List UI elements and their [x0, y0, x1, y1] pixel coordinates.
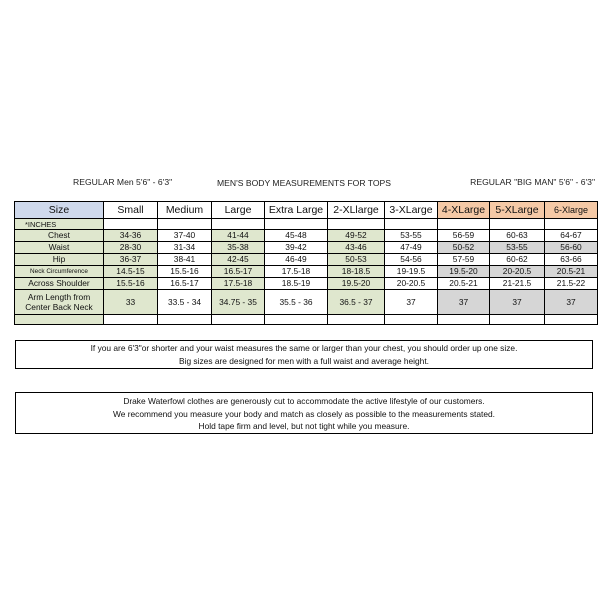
table-cell: 37 [490, 290, 545, 315]
table-cell: 36.5 - 37 [328, 290, 385, 315]
column-header: Medium [158, 202, 212, 219]
units-label: *INCHES [15, 219, 104, 230]
table-cell: 14.5-15 [104, 266, 158, 278]
table-cell: 20.5-21 [545, 266, 598, 278]
table-cell: 56-59 [438, 230, 490, 242]
table-cell: 45-48 [265, 230, 328, 242]
row-label: Chest [15, 230, 104, 242]
table-row [15, 266, 598, 278]
table-cell: 43-46 [328, 242, 385, 254]
table-cell: 20-20.5 [490, 266, 545, 278]
table-cell: 18-18.5 [328, 266, 385, 278]
table-row [15, 290, 598, 315]
table-cell: 36-37 [104, 254, 158, 266]
table-cell: 17.5-18 [265, 266, 328, 278]
table-cell: 46-49 [265, 254, 328, 266]
note-line: We recommend you measure your body and match as closely as possible to the measurements stated. [112, 408, 496, 419]
table-cell: 35-38 [212, 242, 265, 254]
fit-info-box [15, 392, 593, 434]
table-cell: 16.5-17 [158, 278, 212, 290]
table-cell: 49-52 [328, 230, 385, 242]
table-cell: 54-56 [385, 254, 438, 266]
row-label: Arm Length from Center Back Neck [15, 290, 104, 315]
table-cell: 21.5-22 [545, 278, 598, 290]
note-line: Drake Waterfowl clothes are generously cut to accommodate the active lifestyle of our customers. [123, 396, 485, 406]
column-header-big: 5-XLarge [490, 202, 545, 219]
table-cell: 47-49 [385, 242, 438, 254]
note-line: Hold tape firm and level, but not tight while you measure. [198, 421, 410, 431]
table-cell: 50-53 [328, 254, 385, 266]
row-label: Across Shoulder [15, 278, 104, 290]
table-cell: 35.5 - 36 [265, 290, 328, 315]
table-cell: 34-36 [104, 230, 158, 242]
table-cell: 21-21.5 [490, 278, 545, 290]
table-cell: 33 [104, 290, 158, 315]
table-row [15, 242, 598, 254]
table-cell: 15.5-16 [158, 266, 212, 278]
table-cell: 20.5-21 [438, 278, 490, 290]
column-header-size: Size [15, 202, 104, 219]
regular-header: REGULAR Men 5'6" - 6'3" [73, 177, 173, 187]
table-cell: 18.5-19 [265, 278, 328, 290]
table-cell: 28-30 [104, 242, 158, 254]
table-header-row [15, 202, 598, 219]
blank-row [15, 315, 598, 325]
table-cell: 60-62 [490, 254, 545, 266]
table-cell: 53-55 [385, 230, 438, 242]
note-line: Big sizes are designed for men with a full waist and average height. [179, 355, 429, 366]
column-header: 2-XLlarge [328, 202, 385, 219]
table-cell: 33.5 - 34 [158, 290, 212, 315]
table-cell: 38-41 [158, 254, 212, 266]
column-header-big: 6-Xlarge [545, 202, 598, 219]
table-cell: 37 [385, 290, 438, 315]
table-cell: 41-44 [212, 230, 265, 242]
table-cell: 19-19.5 [385, 266, 438, 278]
table-cell: 20-20.5 [385, 278, 438, 290]
table-cell: 15.5-16 [104, 278, 158, 290]
table-cell: 19.5-20 [438, 266, 490, 278]
row-label: Waist [15, 242, 104, 254]
sizing-note-box [15, 340, 593, 369]
table-cell: 64-67 [545, 230, 598, 242]
table-cell: 17.5-18 [212, 278, 265, 290]
note-line: If you are 6'3"or shorter and your waist measures the same or larger than your chest, you should order up one size. [90, 343, 518, 353]
table-cell: 16.5-17 [212, 266, 265, 278]
table-cell: 50-52 [438, 242, 490, 254]
size-chart-table [14, 201, 598, 325]
row-label: Neck Circumference [15, 266, 104, 278]
table-cell: 37-40 [158, 230, 212, 242]
column-header: Small [104, 202, 158, 219]
table-cell: 19.5-20 [328, 278, 385, 290]
table-cell: 42-45 [212, 254, 265, 266]
table-cell: 53-55 [490, 242, 545, 254]
column-header: Extra Large [265, 202, 328, 219]
table-cell: 31-34 [158, 242, 212, 254]
column-header-big: 4-XLarge [438, 202, 490, 219]
table-cell: 34.75 - 35 [212, 290, 265, 315]
table-row [15, 254, 598, 266]
column-header: Large [212, 202, 265, 219]
big-man-header: REGULAR "BIG MAN" 5'6" - 6'3" [470, 177, 595, 187]
table-cell: 56-60 [545, 242, 598, 254]
table-cell: 37 [438, 290, 490, 315]
table-cell: 39-42 [265, 242, 328, 254]
column-header: 3-XLarge [385, 202, 438, 219]
row-label: Hip [15, 254, 104, 266]
table-row [15, 278, 598, 290]
table-cell: 60-63 [490, 230, 545, 242]
chart-title: MEN'S BODY MEASUREMENTS FOR TOPS [216, 178, 392, 188]
units-row [15, 219, 598, 230]
table-cell: 63-66 [545, 254, 598, 266]
table-cell: 57-59 [438, 254, 490, 266]
table-cell: 37 [545, 290, 598, 315]
table-row [15, 230, 598, 242]
